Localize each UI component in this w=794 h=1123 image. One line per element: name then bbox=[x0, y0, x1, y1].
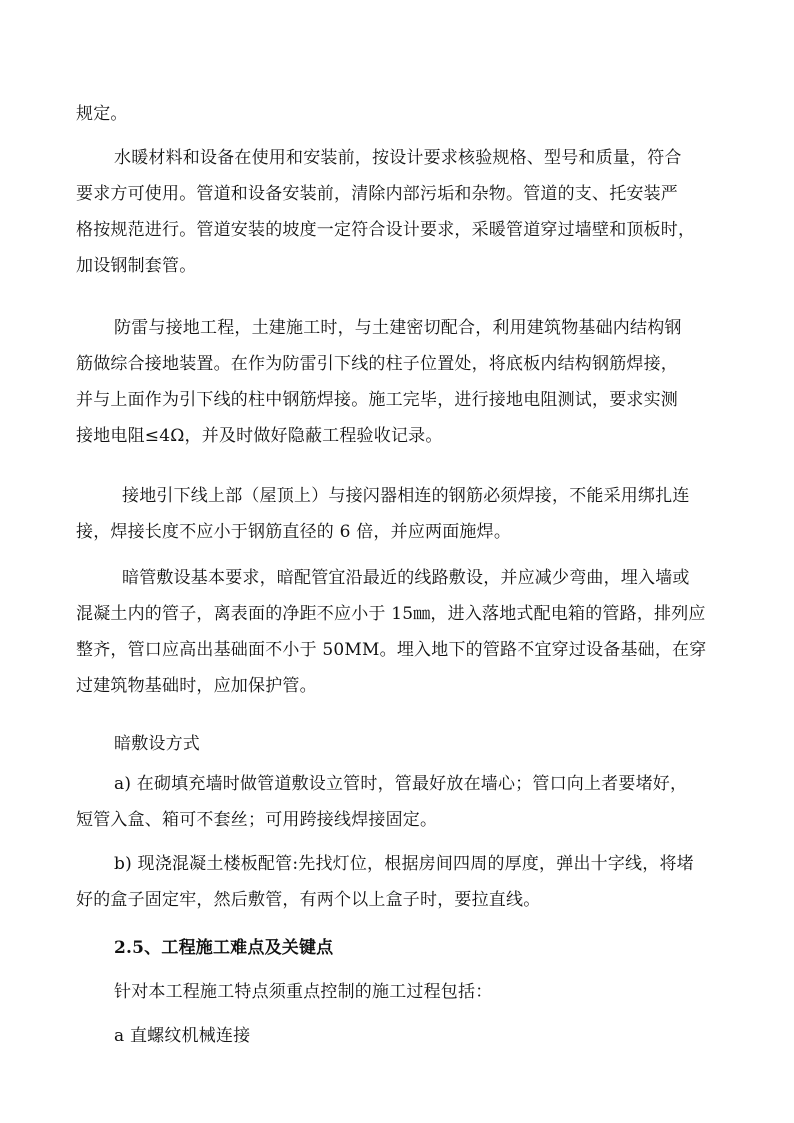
text-line: 针对本工程施工特点须重点控制的施工过程包括： bbox=[114, 982, 493, 1002]
paragraph-continuation bbox=[76, 96, 736, 132]
text-line: a) 在砌填充墙时做管道敷设立管时，管最好放在墙心；管口向上者要堵好， bbox=[114, 774, 688, 794]
text-line: 并与上面作为引下线的柱中钢筋焊接。施工完毕，进行接地电阻测试，要求实测 bbox=[76, 390, 678, 410]
text-line: 好的盒子固定牢，然后敷管，有两个以上盒子时，要拉直线。 bbox=[76, 890, 541, 910]
paragraph-item-a bbox=[76, 766, 736, 838]
text-line: b) 现浇混凝土楼板配管:先找灯位，根据房间四周的厚度，弹出十字线，将堵 bbox=[114, 854, 694, 874]
paragraph-list-item-a bbox=[76, 1018, 736, 1054]
text-line: 接地引下线上部（屋顶上）与接闪器相连的钢筋必须焊接，不能采用绑扎连 bbox=[122, 486, 690, 506]
text-line: 要求方可使用。管道和设备安装前，清除内部污垢和杂物。管道的支、托安装严 bbox=[76, 184, 678, 204]
paragraph-lightning-grounding bbox=[76, 310, 736, 454]
paragraph-item-b bbox=[76, 846, 736, 918]
text-line: 接地电阻≤4Ω，并及时做好隐蔽工程验收记录。 bbox=[76, 426, 443, 446]
text-line: 加设钢制套管。 bbox=[76, 256, 197, 276]
text-line: 筋做综合接地装置。在作为防雷引下线的柱子位置处，将底板内结构钢筋焊接， bbox=[76, 354, 678, 374]
text-line: 防雷与接地工程，土建施工时，与土建密切配合，利用建筑物基础内结构钢 bbox=[114, 318, 682, 338]
text-line: 暗管敷设基本要求，暗配管宜沿最近的线路敷设，并应减少弯曲，埋入墙或 bbox=[122, 568, 690, 588]
paragraph-down-conductor bbox=[76, 478, 736, 550]
text-line: 混凝土内的管子，离表面的净距不应小于 15㎜，进入落地式配电箱的管路，排列应 bbox=[76, 604, 706, 624]
section-heading-text: 2.5、工程施工难点及关键点 bbox=[114, 938, 334, 958]
paragraph-concealed-method-title bbox=[76, 726, 736, 762]
text-line: a 直螺纹机械连接 bbox=[114, 1026, 251, 1046]
text-line: 整齐，管口应高出基础面不小于 50MM。埋入地下的管路不宜穿过设备基础，在穿 bbox=[76, 640, 707, 660]
text-line: 水暖材料和设备在使用和安装前，按设计要求核验规格、型号和质量，符合 bbox=[114, 148, 682, 168]
text-line: 接，焊接长度不应小于钢筋直径的 6 倍，并应两面施焊。 bbox=[76, 522, 512, 542]
text-line: 暗敷设方式 bbox=[114, 734, 200, 754]
text-line: 格按规范进行。管道安装的坡度一定符合设计要求，采暖管道穿过墙壁和顶板时， bbox=[76, 220, 696, 240]
section-heading bbox=[76, 930, 736, 966]
paragraph-plumbing-materials bbox=[76, 140, 736, 284]
text-line: 短管入盒、箱可不套丝；可用跨接线焊接固定。 bbox=[76, 810, 438, 830]
text-line: 规定。 bbox=[76, 104, 128, 124]
text-line: 过建筑物基础时，应加保护管。 bbox=[76, 676, 317, 696]
paragraph-concealed-conduit bbox=[76, 560, 736, 704]
paragraph-key-processes bbox=[76, 974, 736, 1010]
